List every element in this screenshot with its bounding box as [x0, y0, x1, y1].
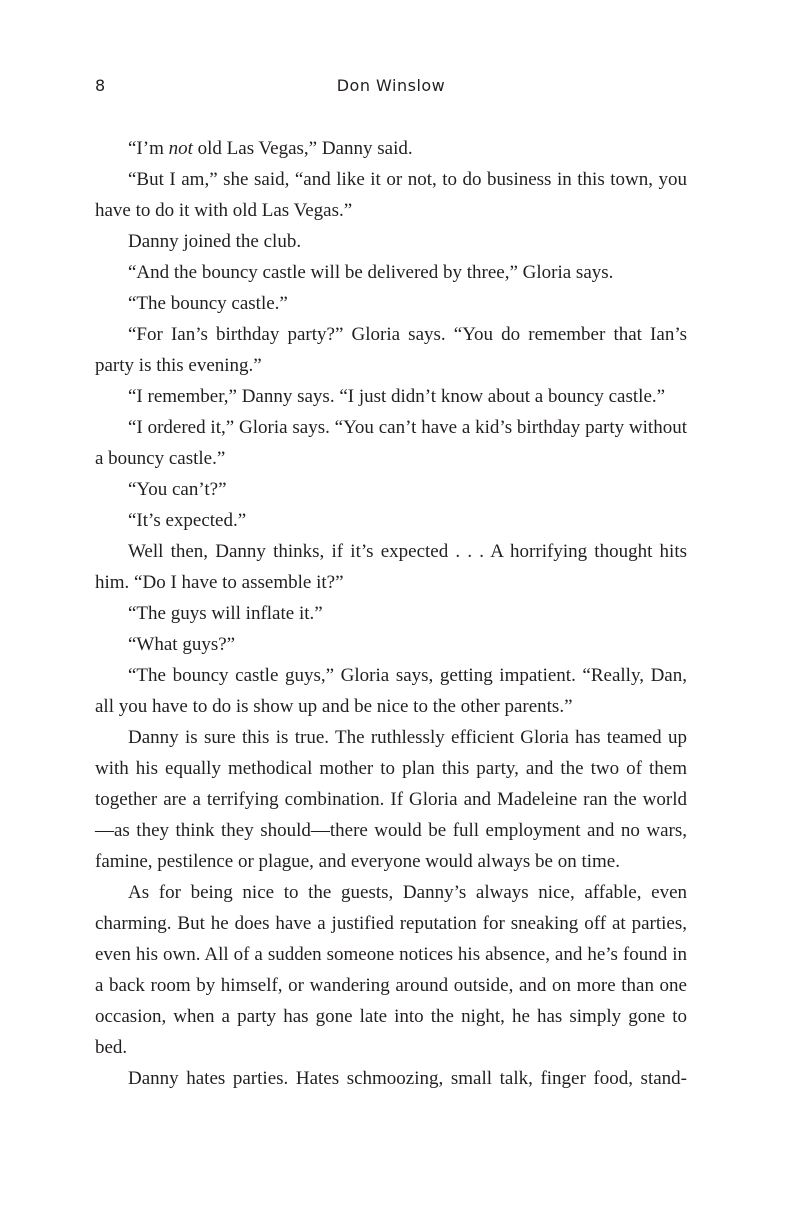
paragraph: “I ordered it,” Gloria says. “You can’t have a kid’s birthday party without a bouncy castle.” — [95, 417, 687, 469]
paragraph: Well then, Danny thinks, if it’s expected . . . A horrifying thought hits him. “Do I have to assemble it?” — [95, 541, 687, 593]
emphasis: not — [168, 138, 193, 159]
paragraph: “I remember,” Danny says. “I just didn’t know about a bouncy castle.” — [128, 386, 666, 407]
page-header — [95, 76, 687, 100]
paragraph: As for being nice to the guests, Danny’s always nice, affable, even charming. But he does have a justified reputation for sneaking off at parties, even his own. All of a sudden someone notices his absence, and he’s found in a back room by himself, or wandering around outside, and on more than one occasion, when a party has gone late into the night, he has simply gone to bed. — [95, 882, 687, 1058]
paragraph: “The bouncy castle.” — [128, 293, 288, 314]
page-number: 8 — [95, 76, 106, 95]
paragraph: “I’m not old Las Vegas,” Danny said. — [128, 138, 413, 159]
paragraph: “What guys?” — [128, 634, 236, 655]
paragraph: Danny joined the club. — [128, 231, 302, 252]
paragraph: “You can’t?” — [128, 479, 227, 500]
body-text — [95, 133, 687, 1094]
paragraph: “It’s expected.” — [128, 510, 247, 531]
paragraph: “The bouncy castle guys,” Gloria says, getting impatient. “Really, Dan, all you have to do is show up and be nice to the other parents.” — [95, 665, 687, 717]
running-head-author: Don Winslow — [336, 76, 446, 95]
paragraph: “For Ian’s birthday party?” Gloria says. “You do remember that Ian’s party is this evening.” — [95, 324, 687, 376]
paragraph: “And the bouncy castle will be delivered by three,” Gloria says. — [128, 262, 614, 283]
paragraph: “The guys will inflate it.” — [128, 603, 323, 624]
paragraph: “But I am,” she said, “and like it or not, to do business in this town, you have to do it with old Las Vegas.” — [95, 169, 687, 221]
paragraph: Danny hates parties. Hates schmoozing, small talk, finger food, stand- — [128, 1068, 687, 1089]
paragraph: Danny is sure this is true. The ruthlessly efficient Gloria has teamed up with his equally methodical mother to plan this party, and the two of them together are a terrifying combination. If Gloria and Madeleine ran the world—as they think they should—there would be full employment and no wars, famine, pestilence or plague, and everyone would always be on time. — [95, 727, 687, 872]
